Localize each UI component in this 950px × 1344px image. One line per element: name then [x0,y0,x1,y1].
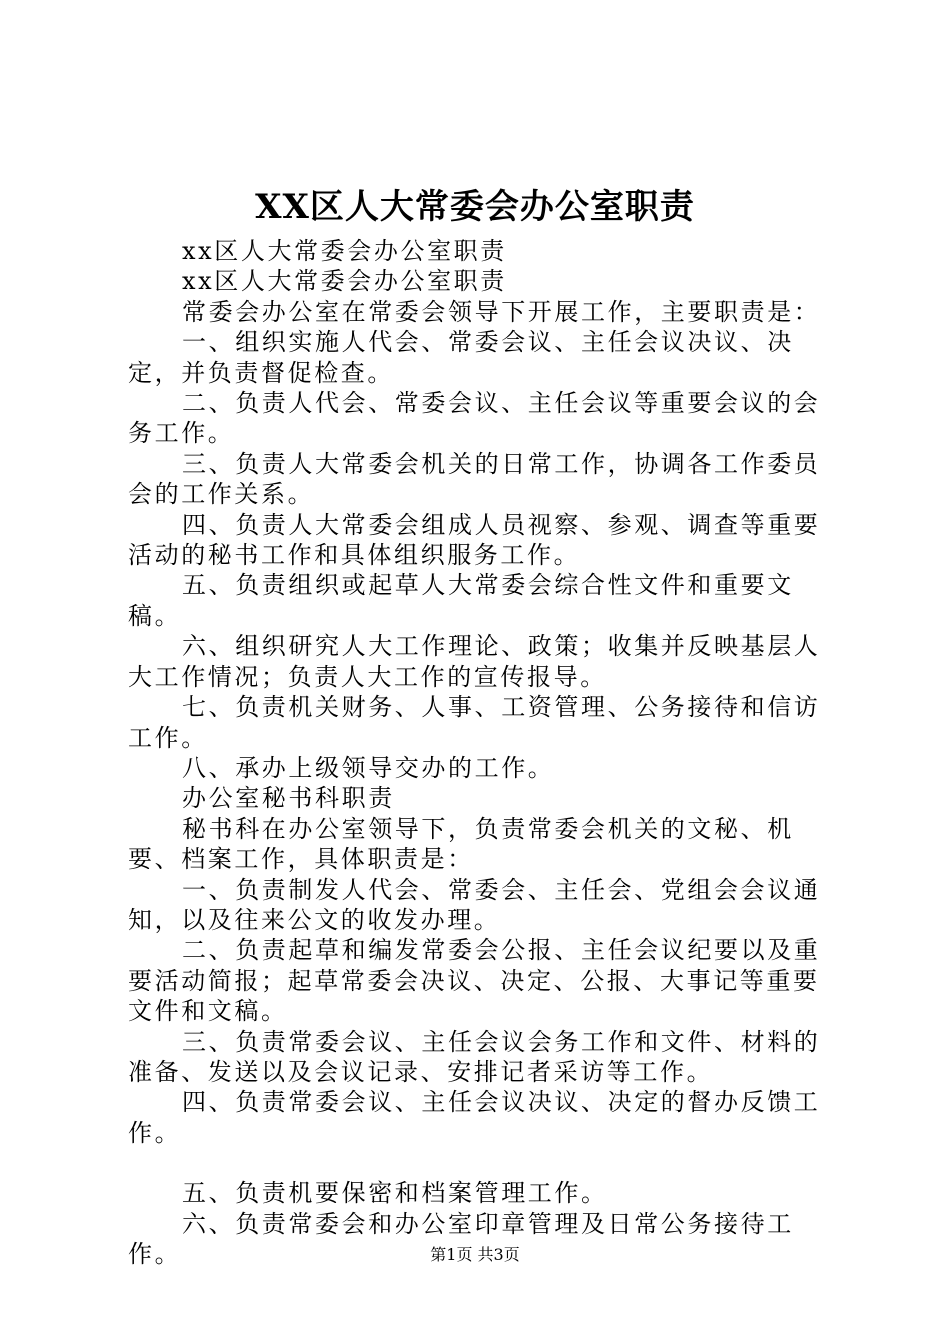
paragraph: 六、负责常委会和办公室印章管理及日常公务接待工作。 [128,1209,794,1268]
paragraph: 四、负责人大常委会组成人员视察、参观、调查等重要活动的秘书工作和具体组织服务工作。 [128,510,821,570]
page-number-footer: 第1页 共3页 [430,1245,520,1264]
paragraph: 八、承办上级领导交办的工作。 [182,753,555,782]
paragraph: 三、负责常委会议、主任会议会务工作和文件、材料的准备、发送以及会议记录、安排记者采访等工作。 [128,1027,821,1086]
paragraph: 二、负责起草和编发常委会公报、主任会议纪要以及重要活动简报；起草常委会决议、决定、公报、大事记等重要文件和文稿。 [128,936,821,1026]
paragraph: 常委会办公室在常委会领导下开展工作，主要职责是： [182,297,821,326]
document-body [128,236,832,1269]
paragraph: 三、负责人大常委会机关的日常工作，协调各工作委员会的工作关系。 [128,449,821,509]
paragraph: xx区人大常委会办公室职责 [182,267,507,296]
paragraph: 二、负责人代会、常委会议、主任会议等重要会议的会务工作。 [128,389,821,448]
paragraph: 五、负责组织或起草人大常委会综合性文件和重要文稿。 [128,571,794,630]
paragraph: 五、负责机要保密和档案管理工作。 [182,1179,608,1208]
document-title: XX区人大常委会办公室职责 [255,187,695,227]
paragraph: 四、负责常委会议、主任会议决议、决定的督办反馈工作。 [128,1088,821,1147]
section-heading: 办公室秘书科职责 [182,784,395,813]
paragraph: xx区人大常委会办公室职责 [182,237,507,265]
paragraph: 六、组织研究人大工作理论、政策；收集并反映基层人大工作情况；负责人大工作的宣传报导。 [128,632,821,691]
paragraph: 秘书科在办公室领导下，负责常委会机关的文秘、机要、档案工作，具体职责是： [128,814,794,874]
paragraph: 一、组织实施人代会、常委会议、主任会议决议、决定，并负责督促检查。 [128,328,794,387]
paragraph: 一、负责制发人代会、常委会、主任会、党组会会议通知，以及往来公文的收发办理。 [128,875,821,934]
paragraph: 七、负责机关财务、人事、工资管理、公务接待和信访工作。 [128,693,821,752]
